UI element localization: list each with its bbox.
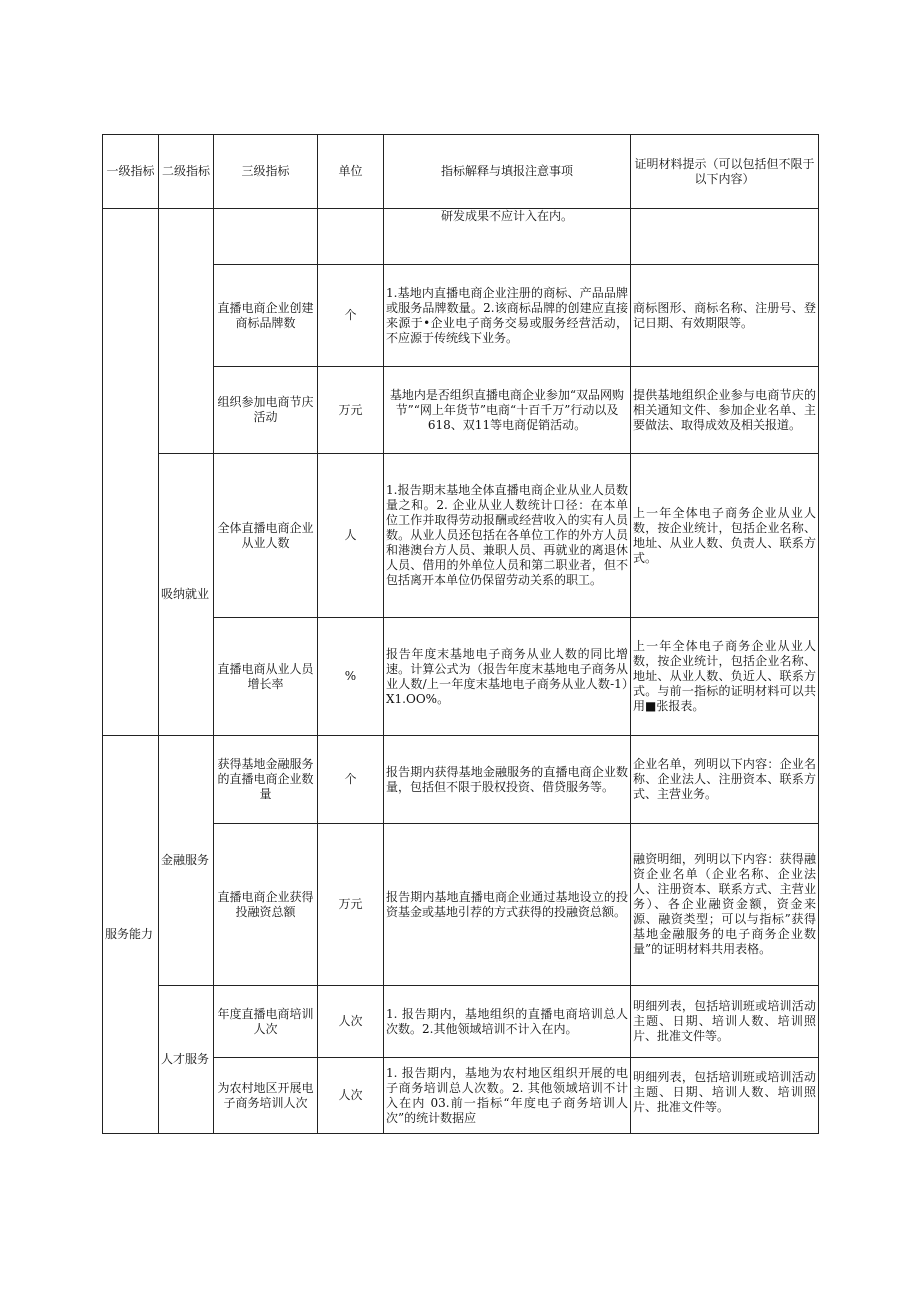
table-row xyxy=(103,209,819,265)
proof-cell: 明细列表，包括培训班或培训活动主题、日期、培训人数、培训照片、批准文件等。 xyxy=(631,986,819,1058)
indicator-cell: 直播电商企业创建商标品牌数 xyxy=(214,265,318,367)
unit-cell: 人 xyxy=(318,454,384,618)
level1-cell-empty xyxy=(103,209,159,736)
header-unit: 单位 xyxy=(318,135,384,209)
header-row xyxy=(103,135,819,209)
level2-cell-talent: 人才服务 xyxy=(159,986,214,1134)
unit-cell: 个 xyxy=(318,736,384,824)
explanation-cell: 报告年度末基地电子商务从业人数的同比增速。计算公式为（报告年度末基地电子商务从业人数/上一年度末基地电子商务从业人数-1）X1.OO%。 xyxy=(384,618,631,736)
indicator-cell: 年度直播电商培训人次 xyxy=(214,986,318,1058)
unit-cell: 人次 xyxy=(318,986,384,1058)
table-row xyxy=(103,986,819,1058)
explanation-cell: 基地内是否组织直播电商企业参加“双品网购节”“网上年货节”电商“十百千万”行动以及618、双11等电商促销活动。 xyxy=(384,367,631,454)
header-level3: 三级指标 xyxy=(214,135,318,209)
explanation-cell: 报告期内获得基地金融服务的直播电商企业数量，包括但不限于股权投资、借贷服务等。 xyxy=(384,736,631,824)
table-row xyxy=(103,736,819,824)
proof-cell: 企业名单，列明以下内容：企业名称、企业法人、注册资本、联系方式、主营业务。 xyxy=(631,736,819,824)
level1-cell-service: 服务能力 xyxy=(103,736,159,1134)
header-level2: 二级指标 xyxy=(159,135,214,209)
explanation-cell: 研发成果不应计入在内。 xyxy=(384,209,631,265)
unit-cell: 万元 xyxy=(318,367,384,454)
proof-cell: 明细列表，包括培训班或培训活动主题、日期、培训人数、培训照片、批准文件等。 xyxy=(631,1058,819,1134)
proof-cell xyxy=(631,209,819,265)
proof-cell: 提供基地组织企业参与电商节庆的相关通知文件、参加企业名单、主要做法、取得成效及相关报道。 xyxy=(631,367,819,454)
header-proof: 证明材料提示（可以包括但不限于以下内容） xyxy=(631,135,819,209)
explanation-cell: 1. 报告期内，基地为农村地区组织开展的电子商务培训总人次数。2. 其他领域培训不计入在内 03.前一指标“年度电子商务培训人次”的统计数据应 xyxy=(384,1058,631,1134)
indicator-cell xyxy=(214,209,318,265)
table-row xyxy=(103,454,819,618)
proof-cell: 融资明细，列明以下内容：获得融资企业名单（企业名称、企业法人、注册资本、联系方式、主营业务）、各企业融资金额，资金来源、融资类型；可以与指标”获得基地金融服务的电子商务企业数量”的证明材料共用表格。 xyxy=(631,824,819,986)
indicator-cell: 全体直播电商企业从业人数 xyxy=(214,454,318,618)
unit-cell: 万元 xyxy=(318,824,384,986)
level2-cell-employment: 吸纳就业 xyxy=(159,454,214,736)
indicator-table xyxy=(102,134,819,1134)
explanation-cell: 1.基地内直播电商企业注册的商标、产品品牌或服务品牌数量。2.该商标品牌的创建应直接来源于•企业电子商务交易或服务经营活动，不应源于传统线下业务。 xyxy=(384,265,631,367)
explanation-cell: 1. 报告期内，基地组织的直播电商培训总人次数。2.其他领域培训不计入在内。 xyxy=(384,986,631,1058)
proof-cell: 上一年全体电子商务企业从业人数，按企业统计，包括企业名称、地址、从业人数、负责人、联系方式。 xyxy=(631,454,819,618)
unit-cell: % xyxy=(318,618,384,736)
header-level1: 一级指标 xyxy=(103,135,159,209)
indicator-cell: 为农村地区开展电子商务培训人次 xyxy=(214,1058,318,1134)
unit-cell xyxy=(318,209,384,265)
unit-cell: 个 xyxy=(318,265,384,367)
proof-cell: 商标图形、商标名称、注册号、登记日期、有效期限等。 xyxy=(631,265,819,367)
indicator-cell: 直播电商企业获得投融资总额 xyxy=(214,824,318,986)
proof-cell: 上一年全体电子商务企业从业人数，按企业统计，包括企业名称、地址、从业人数、负近人、联系方式。与前一指标的证明材料可以共用■张报表。 xyxy=(631,618,819,736)
indicator-cell: 直播电商从业人员增长率 xyxy=(214,618,318,736)
header-explanation: 指标解释与填报注意事项 xyxy=(384,135,631,209)
level2-cell-empty xyxy=(159,209,214,454)
explanation-cell: 报告期内基地直播电商企业通过基地设立的投资基金或基地引荐的方式获得的投融资总额。 xyxy=(384,824,631,986)
unit-cell: 人次 xyxy=(318,1058,384,1134)
indicator-cell: 组织参加电商节庆活动 xyxy=(214,367,318,454)
level2-cell-finance: 金融服务 xyxy=(159,736,214,986)
indicator-cell: 获得基地金融服务的直播电商企业数量 xyxy=(214,736,318,824)
explanation-cell: 1.报告期末基地全体直播电商企业从业人员数量之和。2. 企业从业人数统计口径：在本单位工作并取得劳动报酬或经营收入的实有人员数。从业人员还包括在各单位工作的外方人员和港澳台方人员、兼职人员、再就业的离退休人员、借用的外单位人员和第二职业者，但不包括离开本单位仍保留劳动关系的职工。 xyxy=(384,454,631,618)
